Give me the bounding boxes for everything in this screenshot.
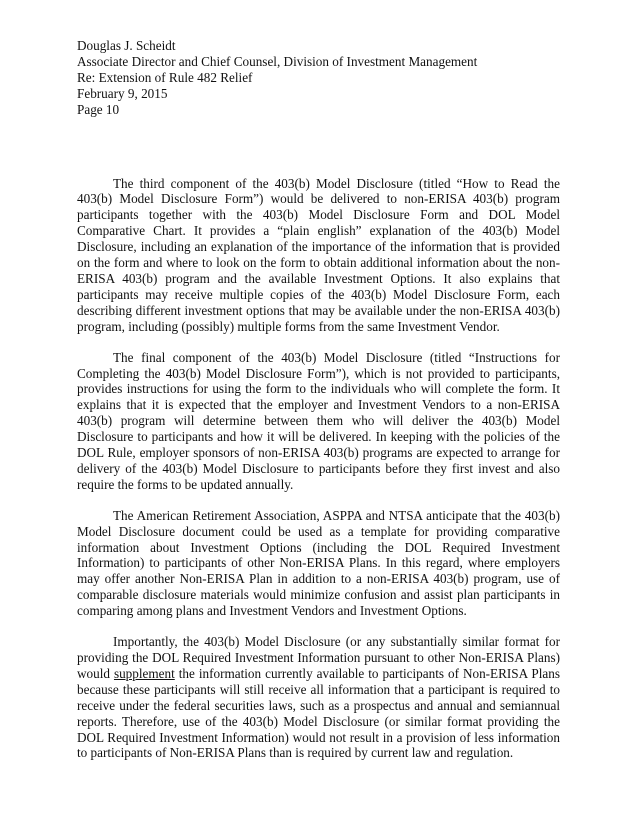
letter-date: February 9, 2015 (77, 85, 168, 101)
recipient-title: Associate Director and Chief Counsel, Division of Investment Management (77, 53, 478, 69)
paragraph-supplement-end: the information currently available to participants of Non-ERISA Plans because these participants will still receive all information that a participant is required to receive under the federal securities laws, such as a prospectus and annual and semiannual reports. Therefore, use of the 403(b) Model Disclosure (or similar format providing the DOL Required Investment Information) would not result in a provision of less information to participants of Non-ERISA Plans than is required by current law and regulation. (77, 665, 560, 761)
paragraph-final-component: The final component of the 403(b) Model Disclosure (titled “Instructions for Completing the 403(b) Model Disclosure Form”), which is not provided to participants, provides instructions for using the form to the individuals who will complete the form. It explains that it is expected that the employer and Investment Vendors to a non-ERISA 403(b) program will determine between them who will deliver the 403(b) Model Disclosure to participants and how it will be delivered. In keeping with the policies of the DOL Rule, employer sponsors of non-ERISA 403(b) programs are expected to arrange for delivery of the 403(b) Model Disclosure to participants before they first invest and also require the forms to be updated annually. (77, 349, 560, 492)
page-number: Page 10 (77, 101, 120, 117)
paragraph-supplement-start: Importantly, the 403(b) Model Disclosure (or any substantially similar format for providing the DOL Required Investment Information pursuant to other Non-ERISA Plans) would (77, 634, 560, 681)
paragraph-supplement (77, 634, 560, 761)
subject-line: Re: Extension of Rule 482 Relief (77, 69, 253, 85)
paragraph-template-use: The American Retirement Association, ASPPA and NTSA anticipate that the 403(b) Model Disclosure document could be used as a template for providing comparative information about Investment Options (including the DOL Required Investment Information) to participants of other Non-ERISA Plans. In this regard, where employers may offer another Non-ERISA Plan in addition to a non-ERISA 403(b) program, use of comparable disclosure materials would minimize confusion and assist plan participants in comparing among plans and Investment Vendors and Investment Options. (77, 507, 560, 619)
letter-body (77, 176, 560, 762)
underlined-word-supplement: supplement (113, 665, 175, 681)
paragraph-third-component: The third component of the 403(b) Model Disclosure (titled “How to Read the 403(b) Model Disclosure Form”) would be delivered to non-ERISA 403(b) program participants together with the 403(b) Model Disclosure Form and DOL Model Comparative Chart. It provides a “plain english” explanation of the 403(b) Model Disclosure, including an explanation of the importance of the information that is provided on the form and where to look on the form to obtain additional information about the non-ERISA 403(b) program and the available Investment Options. It also explains that participants may receive multiple copies of the 403(b) Model Disclosure Form, each describing different investment options that may be available under the non-ERISA 403(b) program, including (possibly) multiple forms from the same Investment Vendor. (77, 175, 560, 334)
recipient-name: Douglas J. Scheidt (77, 38, 176, 53)
letter-header (77, 38, 560, 118)
